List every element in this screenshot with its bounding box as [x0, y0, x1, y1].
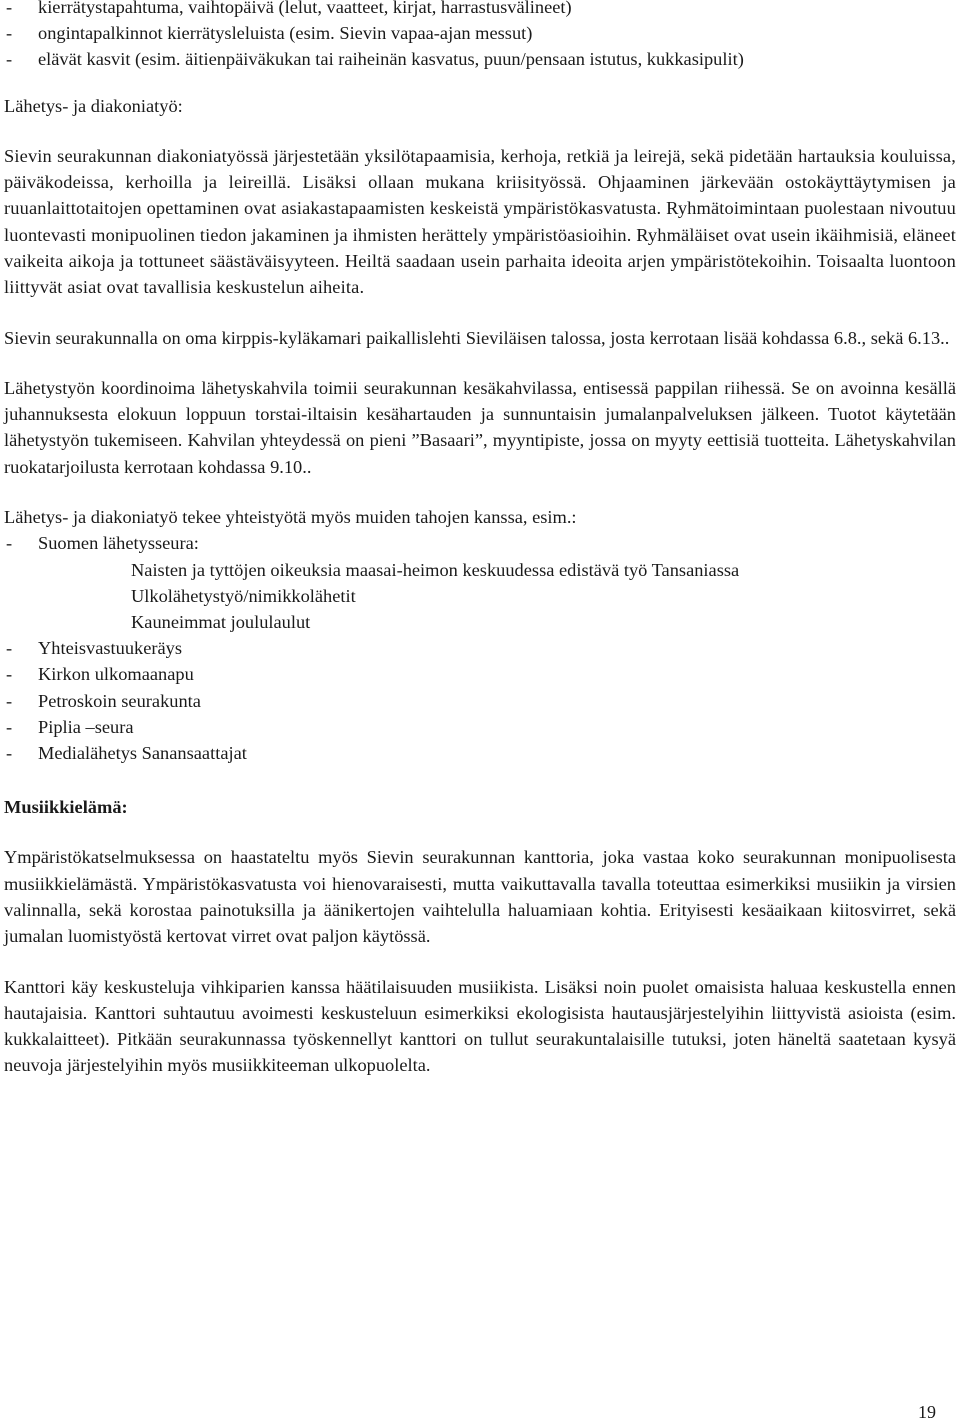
- partner-list: [4, 530, 956, 766]
- list-item: - Suomen lähetysseura:: [4, 530, 956, 556]
- paragraph: Kanttori käy keskusteluja vihkiparien kanssa häätilaisuuden musiikista. Lisäksi noin puolet omaisista haluaa keskustella ennen hautajaisia. Kanttori suhtautuu avoimesti keskusteluun esimerkiksi ekologisista hautausjärjestelyihin liittyvistä asioista (esim. kukkalaitteet). Pitkään seurakunnassa työskennellyt kanttori on tullut seurakuntalaisille tutuksi, joten häneltä saatetaan kysyä neuvoja järjestelyihin myös musiikkiteeman ulkopuolelta.: [4, 976, 956, 1076]
- list-dash: -: [6, 716, 13, 737]
- section-heading-mission: Lähetys- ja diakoniatyö:: [4, 95, 183, 116]
- paragraph: Lähetys- ja diakoniatyö tekee yhteistyötä myös muiden tahojen kanssa, esim.:: [4, 507, 577, 528]
- list-item: - elävät kasvit (esim. äitienpäiväkukan tai raiheinän kasvatus, puun/pensaan istutus, kukkasipulit): [4, 46, 956, 72]
- list-item: - Medialähetys Sanansaattajat: [4, 740, 956, 766]
- paragraph: Lähetystyön koordinoima lähetyskahvila toimii seurakunnan kesäkahvilassa, entisessä pappilan riihessä. Se on avoinna kesällä juhannuksesta elokuun loppuun torstai-iltaisin kesähartauden ja sunnuntaisin jumalanpalveluksen jälkeen. Tuotot käytetään lähetystyön tukemiseen. Kahvilan yhteydessä on pieni ”Basaari”, myyntipiste, jossa on myyty eettisiä tuotteita. Lähetyskahvilan ruokatarjoilusta kerrotaan kohdassa 9.10..: [4, 377, 956, 477]
- list-dash: -: [6, 638, 13, 659]
- list-dash: -: [6, 664, 13, 685]
- sub-list-item: Ulkolähetystyö/nimikkolähetit: [131, 585, 356, 606]
- list-dash: -: [6, 533, 13, 554]
- sub-list-item: Naisten ja tyttöjen oikeuksia maasai-heimon keskuudessa edistävä työ Tansaniassa: [131, 559, 740, 580]
- sub-list-item: Kauneimmat joululaulut: [131, 611, 311, 632]
- list-item: - kierrätystapahtuma, vaihtopäivä (lelut, vaatteet, kirjat, harrastusvälineet): [4, 0, 956, 20]
- list-dash: -: [6, 23, 13, 44]
- page-number: 19: [918, 1402, 936, 1422]
- list-item: - ongintapalkinnot kierrätysleluista (esim. Sievin vapaa-ajan messut): [4, 20, 956, 46]
- list-dash: -: [6, 690, 13, 711]
- list-item: - Yhteisvastuukeräys: [4, 635, 956, 661]
- list-item: - Piplia –seura: [4, 714, 956, 740]
- list-dash: -: [6, 0, 13, 17]
- paragraph: Sievin seurakunnalla on oma kirppis-kyläkamari paikallislehti Sieviläisen talossa, josta kerrotaan lisää kohdassa 6.8., sekä 6.13..: [4, 327, 950, 348]
- list-item: - Petroskoin seurakunta: [4, 688, 956, 714]
- list-dash: -: [6, 49, 13, 70]
- paragraph: Ympäristökatselmuksessa on haastateltu myös Sievin seurakunnan kanttoria, joka vastaa koko seurakunnan monipuolisesta musiikkielämästä. Ympäristökasvatusta voi hienovaraisesti, mutta vaikuttavalla tavalla toteuttaa esimerkiksi musiikin ja virsien valinnalla, sekä korostaa painotuksilla ja äänikertojen vaihtelulla haluamiaan kohtia. Erityisesti kesäaikaan kiitosvirret, sekä jumalan luomistyöstä kertovat virret ovat paljon käytössä.: [4, 847, 956, 947]
- section-heading-music: Musiikkielämä:: [4, 797, 128, 818]
- paragraph: Sievin seurakunnan diakoniatyössä järjestetään yksilötapaamisia, kerhoja, retkiä ja leirejä, sekä pidetään hartauksia kouluissa, päiväkodeissa, kerhoilla ja leireillä. Lisäksi ollaan mukana kriisityössä. Ohjaaminen järkevään ostokäyttäytymisen ja ruuanlaittotaitojen opettaminen ovat asiakastapaamisten keskeistä ympäristökasvatusta. Ryhmätoimintaan puolestaan nivoutuu luontevasti monipuolinen tiedon jakaminen ja ihmisten herättely ympäristöasioihin. Ryhmäläiset ovat usein ikäihmisiä, eläneet vaikeita aikoja ja tottuneet säästäväisyyteen. Heiltä saadaan usein parhaita ideoita arjen ympäristötekoihin. Toisaalta luontoon liittyvät asiat ovat tavallisia keskustelun aiheita.: [4, 145, 956, 298]
- top-bullet-list: [4, 0, 956, 73]
- list-item: - Kirkon ulkomaanapu: [4, 661, 956, 687]
- list-dash: -: [6, 743, 13, 763]
- document-page: [4, 0, 956, 1079]
